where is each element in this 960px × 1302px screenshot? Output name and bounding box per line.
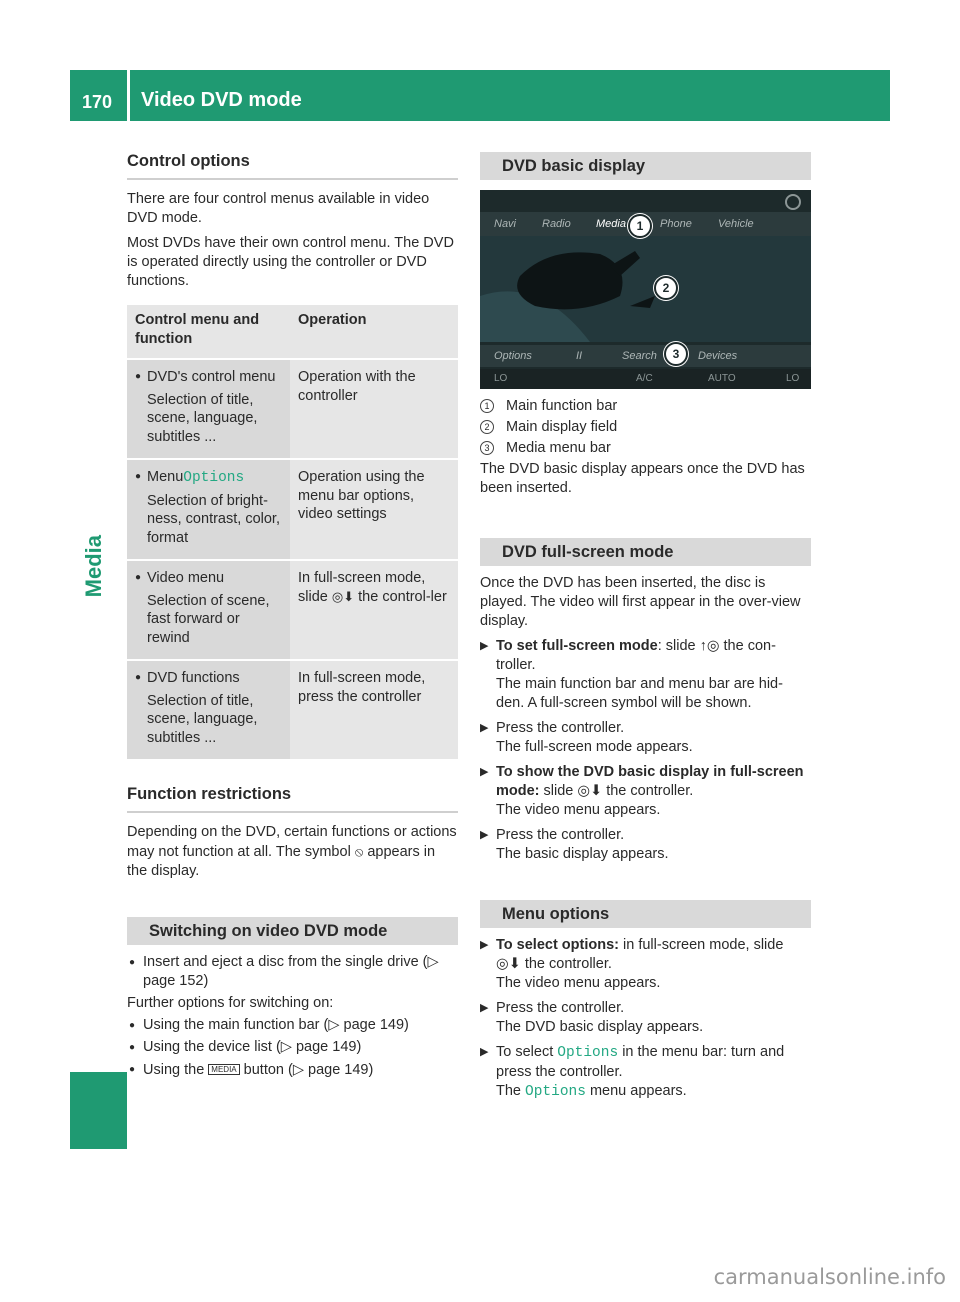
pause-icon: II <box>576 350 583 362</box>
instruction-step <box>480 999 811 1037</box>
dvd-basic-display-heading: DVD basic display <box>480 152 811 180</box>
list-item <box>127 1016 458 1035</box>
instruction-step <box>480 763 811 820</box>
left-column <box>127 150 458 1083</box>
climate-auto: AUTO <box>708 373 736 384</box>
step-label: To set full-screen mode <box>496 638 658 654</box>
header-divider <box>127 70 130 121</box>
dvd-full-screen-heading: DVD full-screen mode <box>480 538 811 566</box>
step-result: The basic display appears. <box>496 846 669 862</box>
switching-on-list <box>127 953 458 991</box>
table-row <box>127 360 458 460</box>
legend-item <box>480 439 811 458</box>
instruction-step <box>480 1043 811 1102</box>
bullet-icon: ● <box>129 1042 136 1053</box>
table-header-row <box>127 305 458 360</box>
menu-item-phone: Phone <box>660 218 692 230</box>
menu-item-devices: Devices <box>698 350 738 362</box>
main-display-field <box>480 236 811 342</box>
control-options-intro-2: Most DVDs have their own control menu. The DVD is operated directly using the controller or DVD functions. <box>127 235 454 289</box>
bullet-icon: ● <box>129 957 136 968</box>
table-row-sub: Selection of title, scene, language, subtitles ... <box>147 391 258 445</box>
instruction-step <box>480 637 811 713</box>
step-arrow-icon: ▶ <box>480 1002 489 1014</box>
legend-number: 1 <box>480 399 494 413</box>
step-text: in the menu bar: turn and press the controller. <box>496 1044 785 1080</box>
options-menu-label: Options <box>525 1084 586 1100</box>
step-arrow-icon: ▶ <box>480 939 489 951</box>
instruction-step <box>480 826 811 864</box>
step-result: The full-screen mode appears. <box>496 739 693 755</box>
dvd-display-screenshot <box>480 190 811 389</box>
restriction-text: appears in the display. <box>127 844 436 879</box>
operation-text: In full-screen mode, slide <box>298 570 426 605</box>
bullet-icon: ● <box>129 1020 136 1031</box>
menu-item-vehicle: Vehicle <box>718 218 754 230</box>
bullet-icon: ● <box>135 471 142 482</box>
bullet-icon: ● <box>135 371 142 382</box>
step-text: To select <box>496 1044 558 1060</box>
table-row-item: DVD's control menu <box>147 369 276 385</box>
control-menu-table <box>127 305 458 761</box>
list-item <box>127 1038 458 1057</box>
callout-3: 3 <box>664 342 688 366</box>
operation-text: the control-ler <box>354 588 447 605</box>
table-row-item: Menu <box>147 469 184 485</box>
step-label: To show the DVD basic display in full-screen mode: <box>496 764 804 799</box>
full-screen-intro: Once the DVD has been inserted, the disc is played. The video will first appear in the over-view display. <box>480 575 801 629</box>
menu-item-media: Media <box>596 218 626 230</box>
callout-2: 2 <box>654 276 678 300</box>
table-row-operation <box>290 561 458 661</box>
list-item-text: Using the <box>143 1062 209 1078</box>
step-arrow-icon: ▶ <box>480 1046 489 1058</box>
section-tab-marker <box>70 1072 127 1149</box>
step-arrow-icon: ▶ <box>480 829 489 841</box>
restriction-text: Depending on the DVD, certain functions or actions may not function at all. The symbol <box>127 824 457 860</box>
control-options-intro-1: There are four control menus available in video DVD mode. <box>127 191 430 226</box>
step-result: menu appears. <box>585 1083 687 1099</box>
page-number: 170 <box>82 92 113 112</box>
table-row-operation: In full-screen mode, press the controller <box>290 661 458 761</box>
legend-number: 3 <box>480 441 494 455</box>
legend-item <box>480 418 811 437</box>
step-arrow-icon: ▶ <box>480 640 489 652</box>
list-item <box>127 1060 458 1080</box>
further-options-list <box>127 1016 458 1080</box>
step-arrow-icon: ▶ <box>480 766 489 778</box>
step-label: To select options: <box>496 937 619 953</box>
list-item-text: Using the main function bar (▷ page 149) <box>143 1017 409 1033</box>
climate-bar <box>480 369 811 389</box>
table-row-item: Video menu <box>147 570 225 586</box>
instruction-step <box>480 936 811 993</box>
step-text: : slide ↑◎ the con-troller. <box>496 638 776 673</box>
basic-display-note: The DVD basic display appears once the DVD has been inserted. <box>480 461 805 496</box>
controller-slide-down-icon: ◎⬇ <box>331 588 355 604</box>
table-row <box>127 661 458 761</box>
step-result: The video menu appears. <box>496 802 661 818</box>
legend-text: Media menu bar <box>506 440 611 456</box>
table-row-operation: Operation with the controller <box>290 360 458 460</box>
legend-item <box>480 397 811 416</box>
further-options-text: Further options for switching on: <box>127 995 334 1011</box>
menu-options-heading: Menu options <box>480 900 811 928</box>
page-title: Video DVD mode <box>141 89 302 111</box>
table-row-sub: Selection of title, scene, language, subtitles ... <box>147 692 258 746</box>
options-menu-label: Options <box>183 470 245 486</box>
climate-temp-left: LO <box>494 373 508 384</box>
table-row-operation: Operation using the menu bar options, video settings <box>290 460 458 561</box>
menu-item-search: Search <box>622 350 657 362</box>
legend-text: Main display field <box>506 419 618 435</box>
menu-item-navi: Navi <box>494 218 517 230</box>
step-text: slide ◎⬇ the controller. <box>539 783 694 799</box>
climate-ac: A/C <box>636 373 653 384</box>
instruction-step <box>480 719 811 757</box>
step-text: Press the controller. <box>496 720 625 736</box>
step-result: The <box>496 1083 526 1099</box>
media-menu-bar <box>480 345 811 367</box>
bullet-icon: ● <box>135 572 142 583</box>
bullet-icon: ● <box>129 1064 136 1075</box>
function-restrictions-text <box>127 823 458 881</box>
list-item-text: button (▷ page 149) <box>239 1062 374 1078</box>
table-row-item: DVD functions <box>147 670 240 686</box>
step-text: Press the controller. <box>496 827 625 843</box>
legend-number: 2 <box>480 420 494 434</box>
function-restrictions-heading: Function restrictions <box>127 783 458 813</box>
settings-gear-icon <box>785 194 801 210</box>
table-row-sub: Selection of bright-ness, contrast, color, format <box>147 492 280 546</box>
menu-item-radio: Radio <box>542 218 571 230</box>
control-options-heading: Control options <box>127 150 458 180</box>
list-item <box>127 953 458 991</box>
climate-temp-right: LO <box>786 373 800 384</box>
step-text: in full-screen mode, slide ◎⬇ the controller. <box>496 937 784 972</box>
footer-watermark: carmanualsonline.info <box>713 1265 946 1289</box>
section-tab-label: Media <box>81 535 106 598</box>
step-result: The video menu appears. <box>496 975 661 991</box>
list-item-text: Using the device list (▷ page 149) <box>143 1039 362 1055</box>
list-item-text: Insert and eject a disc from the single drive (▷ page 152) <box>143 954 439 989</box>
legend-text: Main function bar <box>506 398 618 414</box>
right-column <box>480 152 811 1108</box>
prohibited-icon: ⦸ <box>354 844 364 859</box>
menu-item-options: Options <box>494 350 532 362</box>
step-text: Press the controller. <box>496 1000 625 1016</box>
callout-1: 1 <box>628 214 652 238</box>
table-row-sub: Selection of scene, fast forward or rewind <box>147 592 270 646</box>
media-button-icon: MEDIA <box>208 1064 239 1075</box>
switching-on-heading: Switching on video DVD mode <box>127 917 458 945</box>
table-header-operation: Operation <box>290 305 458 360</box>
video-frame-image <box>480 236 811 342</box>
options-menu-label: Options <box>557 1045 619 1061</box>
step-result: The DVD basic display appears. <box>496 1019 704 1035</box>
bullet-icon: ● <box>135 672 142 683</box>
table-header-function: Control menu and function <box>127 305 290 360</box>
table-row <box>127 460 458 561</box>
step-arrow-icon: ▶ <box>480 722 489 734</box>
step-result: The main function bar and menu bar are hid-den. A full-screen symbol will be shown. <box>496 676 783 711</box>
table-row <box>127 561 458 661</box>
